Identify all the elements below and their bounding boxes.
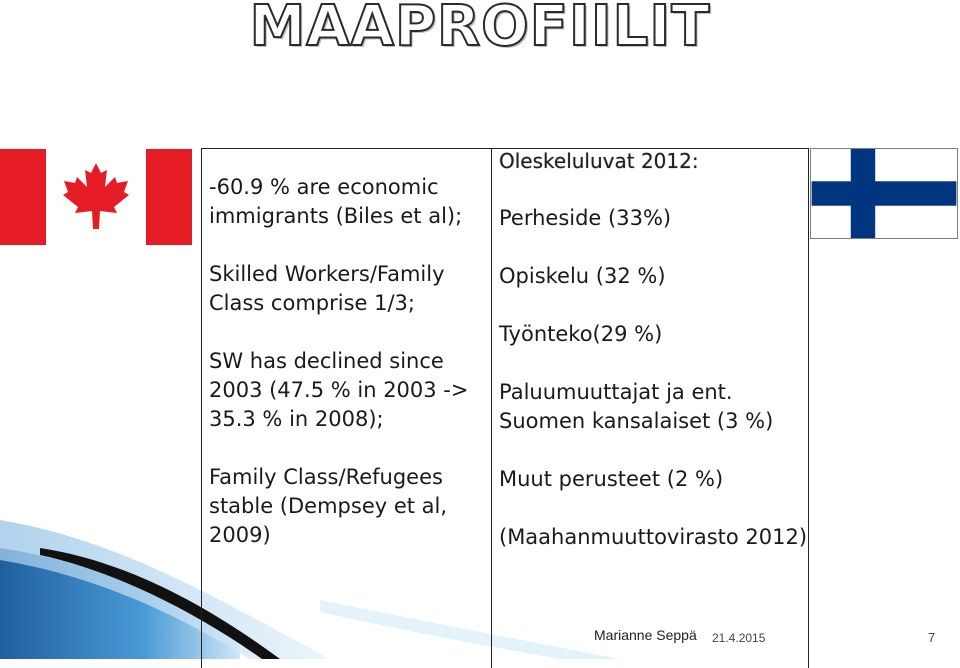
right-item-5: Muut perusteet (2 %) [499,467,724,491]
footer-date: 21.4.2015 [712,631,766,645]
right-item-1: Perheside (33%) [499,206,672,230]
left-paragraph-4: Family Class/Refugees stable (Dempsey et al, 2009) [209,465,448,547]
right-text-box [491,148,809,668]
footer-author: Marianne Seppä [594,627,697,643]
right-item-6: (Maahanmuuttovirasto 2012) [499,525,808,549]
left-paragraph-3: SW has declined since 2003 (47.5 % in 2003 -> 35.3 % in 2008); [209,349,469,431]
right-item-3: Työnteko(29 %) [499,322,663,346]
right-item-2: Opiskelu (32 %) [499,264,666,288]
right-text-content [499,147,809,552]
right-heading: Oleskeluluvat 2012: [499,149,699,173]
right-item-4: Paluumuuttajat ja ent. Suomen kansalaiset (3 %) [499,380,774,433]
canada-flag-icon [0,149,192,245]
left-paragraph-2: Skilled Workers/Family Class comprise 1/3; [209,262,445,315]
left-paragraph-1: -60.9 % are economic immigrants (Biles et al); [209,175,463,228]
footer-page-number: 7 [928,630,936,645]
finland-flag-icon [810,148,958,239]
slide-title: MAAPROFIILIT [249,0,711,59]
left-text-box [201,148,492,668]
left-text-content [209,144,489,579]
